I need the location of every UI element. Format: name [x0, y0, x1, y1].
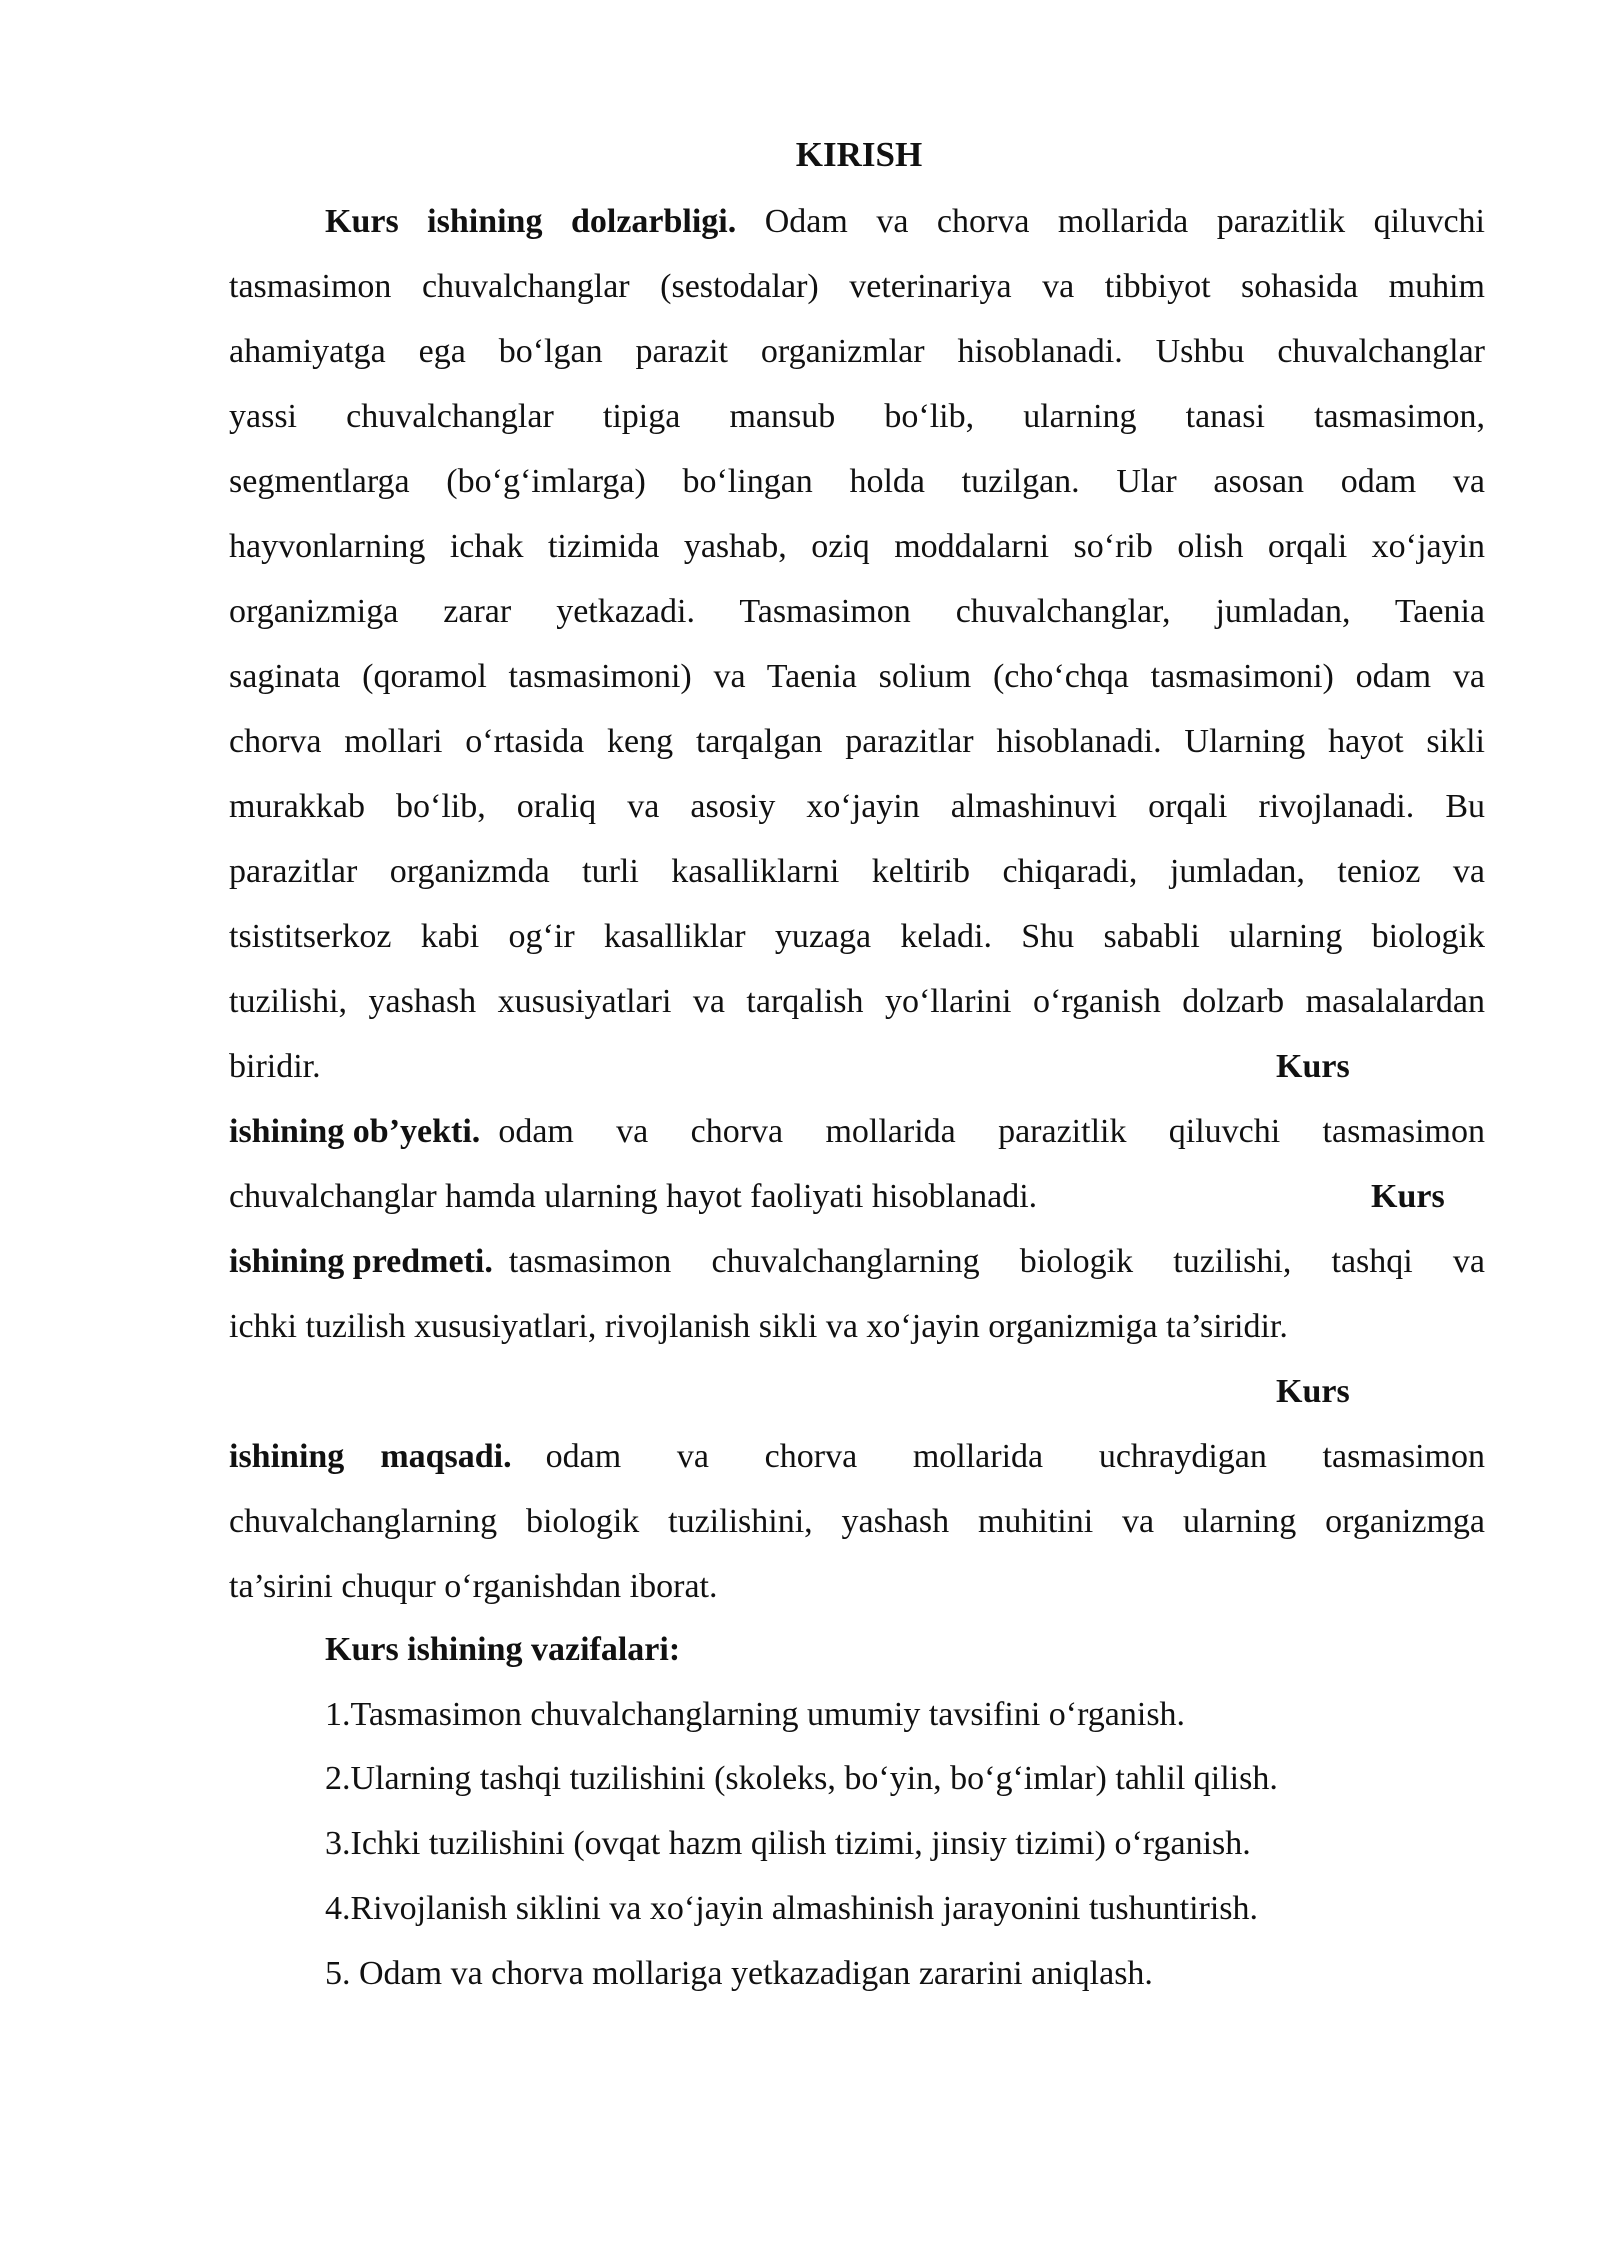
list-item: 4.Rivojlanish siklini va xo‘jayin almashinish jarayonini tushuntirish.	[325, 1890, 1259, 1927]
paragraph-line: chuvalchanglar hamda ularning hayot faoliyati hisoblanadi.	[229, 1178, 1038, 1215]
paragraph-line: chuvalchanglarning biologik tuzilishini, yashash muhitini va ularning organizmga	[229, 1503, 1485, 1540]
paragraph-text: odam va chorva mollarida parazitlik qiluvchi tasmasimon	[498, 1113, 1485, 1150]
page-title: KIRISH	[795, 135, 923, 174]
paragraph-line: ichki tuzilish xususiyatlari, rivojlanish sikli va xo‘jayin organizmiga ta’siridir.	[229, 1308, 1288, 1345]
list-item: 2.Ularning tashqi tuzilishini (skoleks, bo‘yin, bo‘g‘imlar) tahlil qilish.	[325, 1760, 1278, 1797]
paragraph-line: yassi chuvalchanglar tipiga mansub bo‘lib, ularning tanasi tasmasimon,	[229, 398, 1485, 435]
paragraph-text: tasmasimon chuvalchanglarning biologik tuzilishi, tashqi va	[508, 1243, 1485, 1280]
paragraph-line: chorva mollari o‘rtasida keng tarqalgan parazitlar hisoblanadi. Ularning hayot sikli	[229, 723, 1485, 760]
maqsad-kurs-label: Kurs	[1276, 1373, 1350, 1410]
paragraph-line: tuzilishi, yashash xususiyatlari va tarqalish yo‘llarini o‘rganish dolzarb masalalardan	[229, 983, 1485, 1020]
paragraph-line: tasmasimon chuvalchanglar (sestodalar) veterinariya va tibbiyot sohasida muhim	[229, 268, 1485, 305]
paragraph-text: Odam va chorva mollarida parazitlik qiluvchi	[764, 203, 1485, 240]
predmet-kurs-label: Kurs	[1371, 1178, 1445, 1215]
dolzarblik-heading: Kurs ishining dolzarbligi.	[325, 203, 737, 240]
maqsad-heading-a: ishining	[229, 1438, 345, 1475]
paragraph-line	[325, 197, 1485, 247]
paragraph-line: ahamiyatga ega bo‘lgan parazit organizmlar hisoblanadi. Ushbu chuvalchanglar	[229, 333, 1485, 370]
obyekt-heading: ishining ob’yekti.	[229, 1113, 481, 1150]
list-item: 1.Tasmasimon chuvalchanglarning umumiy tavsifini o‘rganish.	[325, 1696, 1186, 1733]
obyekt-kurs-label: Kurs	[1276, 1048, 1350, 1085]
paragraph-line: ta’sirini chuqur o‘rganishdan iborat.	[229, 1568, 718, 1605]
paragraph-line: organizmiga zarar yetkazadi. Tasmasimon chuvalchanglar, jumladan, Taenia	[229, 593, 1485, 630]
paragraph-line: biridir.	[229, 1048, 321, 1085]
paragraph-line: parazitlar organizmda turli kasalliklarni keltirib chiqaradi, jumladan, tenioz va	[229, 853, 1485, 890]
paragraph-text: odam va chorva mollarida uchraydigan tasmasimon	[545, 1438, 1485, 1475]
maqsad-heading-b: maqsadi.	[380, 1438, 512, 1475]
paragraph-line	[229, 1107, 1485, 1157]
paragraph-line	[229, 1237, 1485, 1287]
list-item: 3.Ichki tuzilishini (ovqat hazm qilish tizimi, jinsiy tizimi) o‘rganish.	[325, 1825, 1251, 1862]
paragraph-line: segmentlarga (bo‘g‘imlarga) bo‘lingan holda tuzilgan. Ular asosan odam va	[229, 463, 1485, 500]
paragraph-line: saginata (qoramol tasmasimoni) va Taenia solium (cho‘chqa tasmasimoni) odam va	[229, 658, 1485, 695]
vazifalar-heading: Kurs ishining vazifalari:	[325, 1631, 681, 1668]
paragraph-line: murakkab bo‘lib, oraliq va asosiy xo‘jayin almashinuvi orqali rivojlanadi. Bu	[229, 788, 1485, 825]
list-item: 5. Odam va chorva mollariga yetkazadigan zararini aniqlash.	[325, 1955, 1153, 1992]
paragraph-line: tsistitserkoz kabi og‘ir kasalliklar yuzaga keladi. Shu sababli ularning biologik	[229, 918, 1485, 955]
predmet-heading: ishining predmeti.	[229, 1243, 493, 1280]
paragraph-line	[229, 1432, 1485, 1482]
paragraph-line: hayvonlarning ichak tizimida yashab, oziq moddalarni so‘rib olish orqali xo‘jayin	[229, 528, 1485, 565]
